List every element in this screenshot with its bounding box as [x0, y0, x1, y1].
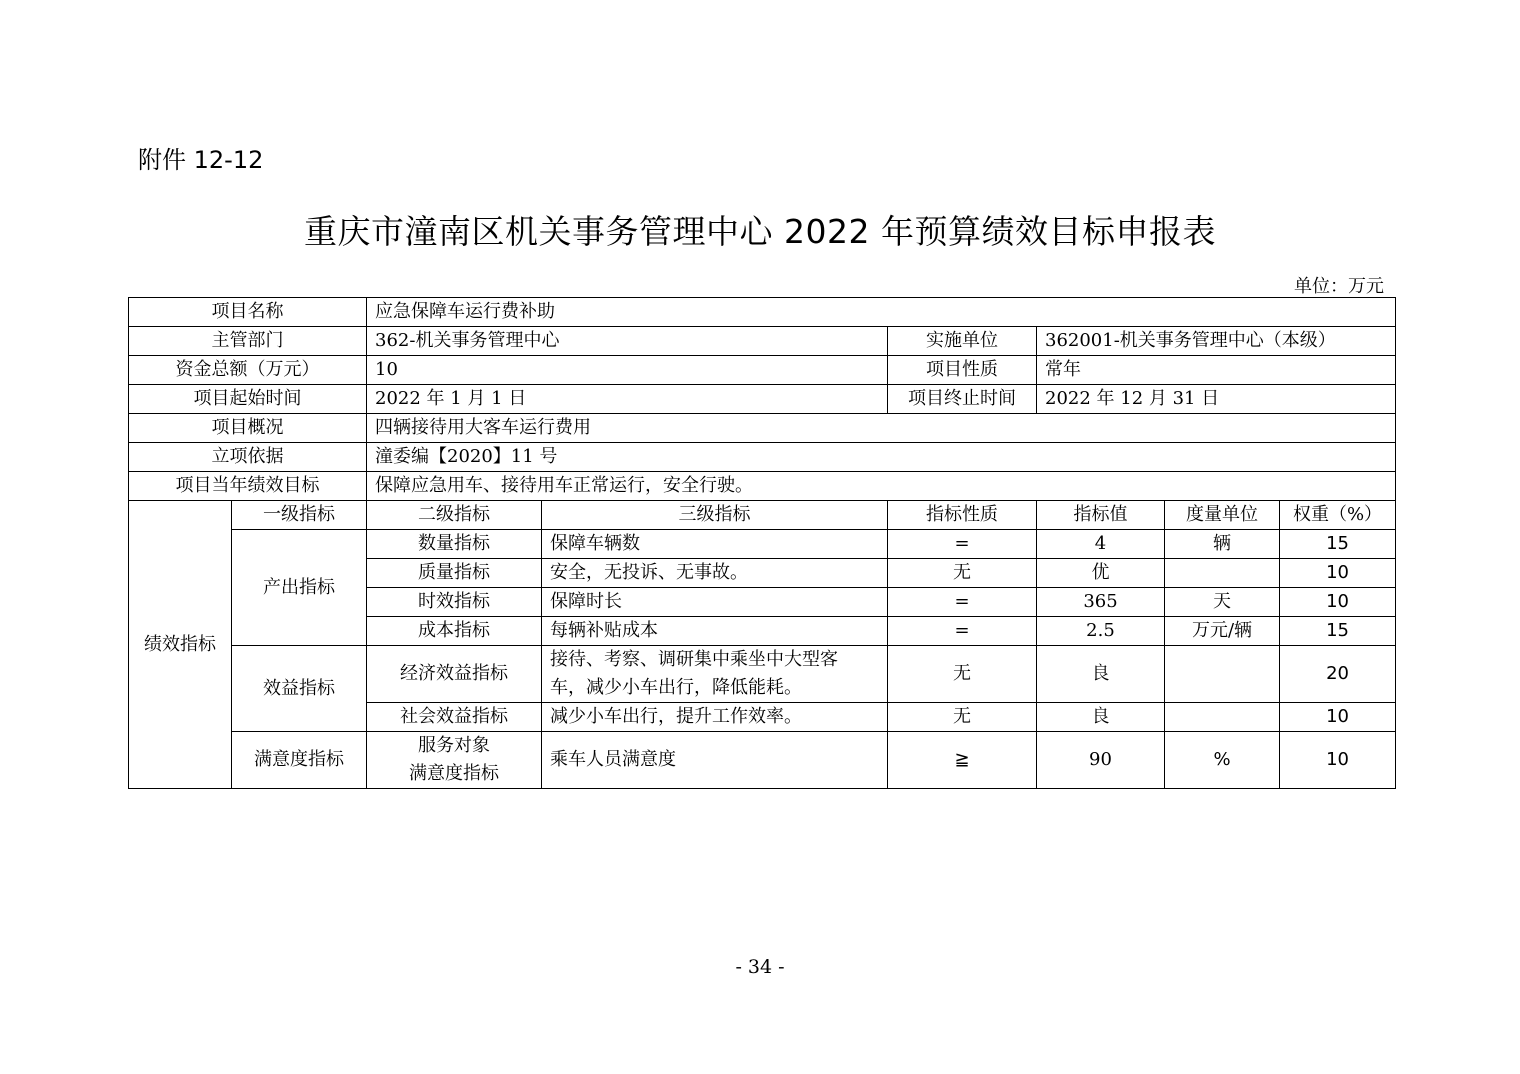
header-nature: 指标性质 [888, 501, 1037, 530]
attachment-number: 附件 12-12 [138, 146, 264, 174]
nature-cell: = [888, 530, 1037, 559]
level3-line: 车，减少小车出行，降低能耗。 [550, 677, 802, 698]
project-name-label: 项目名称 [129, 298, 367, 327]
fund-label: 资金总额（万元） [129, 356, 367, 385]
row-basis [129, 443, 1396, 472]
unit-cell: 辆 [1165, 530, 1280, 559]
level3-cell: 安全，无投诉、无事故。 [542, 559, 888, 588]
page-number: - 34 - [735, 956, 785, 978]
weight-cell: 15 [1280, 617, 1396, 646]
goal-label: 项目当年绩效目标 [129, 472, 367, 501]
header-weight: 权重（%） [1280, 501, 1396, 530]
weight-cell: 20 [1280, 646, 1396, 703]
nature-label: 项目性质 [888, 356, 1037, 385]
benefit-indicator-label: 效益指标 [232, 646, 367, 732]
level3-line: 接待、考察、调研集中乘坐中大型客 [550, 649, 838, 670]
nature-cell: = [888, 588, 1037, 617]
row-department [129, 327, 1396, 356]
level3-cell [542, 646, 888, 703]
value-cell: 365 [1037, 588, 1165, 617]
unit-cell [1165, 703, 1280, 732]
row-project-name [129, 298, 1396, 327]
section-label: 绩效指标 [129, 501, 232, 789]
project-name-value: 应急保障车运行费补助 [367, 298, 1396, 327]
row-overview [129, 414, 1396, 443]
end-value: 2022 年 12 月 31 日 [1037, 385, 1396, 414]
unit-cell: 万元/辆 [1165, 617, 1280, 646]
level2-cell: 社会效益指标 [367, 703, 542, 732]
satisfaction-indicator-label: 满意度指标 [232, 732, 367, 789]
level3-cell: 保障时长 [542, 588, 888, 617]
document-title: 重庆市潼南区机关事务管理中心 2022 年预算绩效目标申报表 [304, 212, 1216, 251]
header-level3: 三级指标 [542, 501, 888, 530]
weight-cell: 10 [1280, 559, 1396, 588]
header-unit: 度量单位 [1165, 501, 1280, 530]
row-fund [129, 356, 1396, 385]
value-cell: 优 [1037, 559, 1165, 588]
overview-value: 四辆接待用大客车运行费用 [367, 414, 1396, 443]
table-row [129, 732, 1396, 789]
nature-cell: 无 [888, 646, 1037, 703]
start-label: 项目起始时间 [129, 385, 367, 414]
value-cell: 2.5 [1037, 617, 1165, 646]
level2-cell [367, 732, 542, 789]
nature-cell: ≧ [888, 732, 1037, 789]
level3-cell: 每辆补贴成本 [542, 617, 888, 646]
unit-cell: 天 [1165, 588, 1280, 617]
unit-cell [1165, 646, 1280, 703]
weight-cell: 15 [1280, 530, 1396, 559]
value-cell: 良 [1037, 703, 1165, 732]
impl-value: 362001-机关事务管理中心（本级） [1037, 327, 1396, 356]
weight-cell: 10 [1280, 588, 1396, 617]
start-value: 2022 年 1 月 1 日 [367, 385, 888, 414]
level2-line: 服务对象 [418, 735, 490, 756]
goal-value: 保障应急用车、接待用车正常运行，安全行驶。 [367, 472, 1396, 501]
overview-label: 项目概况 [129, 414, 367, 443]
indicator-header-row [129, 501, 1396, 530]
basis-label: 立项依据 [129, 443, 367, 472]
level2-cell: 时效指标 [367, 588, 542, 617]
table-row [129, 530, 1396, 559]
weight-cell: 10 [1280, 703, 1396, 732]
level3-cell: 乘车人员满意度 [542, 732, 888, 789]
end-label: 项目终止时间 [888, 385, 1037, 414]
row-dates [129, 385, 1396, 414]
header-level1: 一级指标 [232, 501, 367, 530]
nature-value: 常年 [1037, 356, 1396, 385]
nature-cell: 无 [888, 703, 1037, 732]
budget-performance-table [128, 297, 1396, 789]
dept-label: 主管部门 [129, 327, 367, 356]
level2-cell: 经济效益指标 [367, 646, 542, 703]
level2-line: 满意度指标 [409, 763, 499, 784]
level3-cell: 减少小车出行，提升工作效率。 [542, 703, 888, 732]
unit-label: 单位：万元 [1294, 276, 1384, 297]
basis-value: 潼委编【2020】11 号 [367, 443, 1396, 472]
impl-label: 实施单位 [888, 327, 1037, 356]
header-value: 指标值 [1037, 501, 1165, 530]
table-row [129, 646, 1396, 703]
level3-cell: 保障车辆数 [542, 530, 888, 559]
level2-cell: 成本指标 [367, 617, 542, 646]
nature-cell: = [888, 617, 1037, 646]
value-cell: 4 [1037, 530, 1165, 559]
unit-cell [1165, 559, 1280, 588]
dept-value: 362-机关事务管理中心 [367, 327, 888, 356]
output-indicator-label: 产出指标 [232, 530, 367, 646]
weight-cell: 10 [1280, 732, 1396, 789]
value-cell: 良 [1037, 646, 1165, 703]
level2-cell: 数量指标 [367, 530, 542, 559]
row-goal [129, 472, 1396, 501]
header-level2: 二级指标 [367, 501, 542, 530]
unit-cell: % [1165, 732, 1280, 789]
fund-value: 10 [367, 356, 888, 385]
level2-cell: 质量指标 [367, 559, 542, 588]
value-cell: 90 [1037, 732, 1165, 789]
nature-cell: 无 [888, 559, 1037, 588]
